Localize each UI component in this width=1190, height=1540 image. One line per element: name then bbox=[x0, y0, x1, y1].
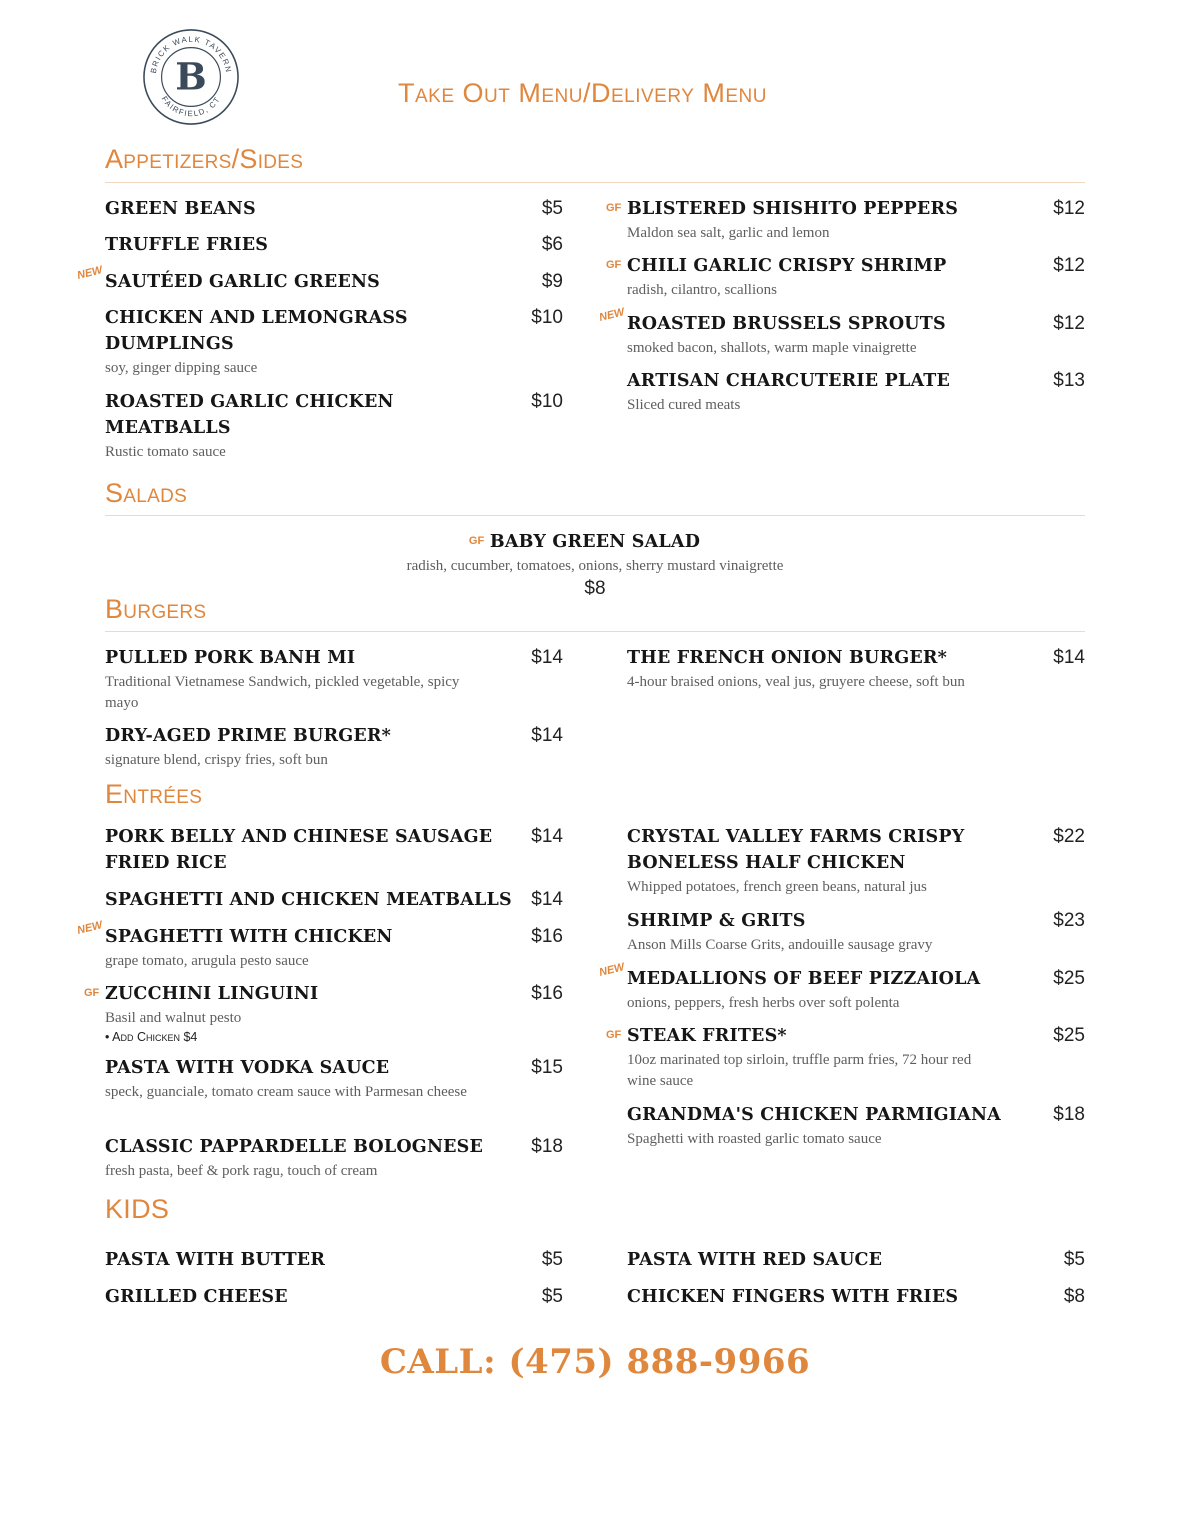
item-description: radish, cucumber, tomatoes, onions, sherry mustard vinaigrette bbox=[406, 558, 784, 574]
item-name: PULLED PORK BANH MI bbox=[105, 648, 356, 668]
item-name: BLISTERED SHISHITO PEPPERS bbox=[627, 199, 959, 219]
section-heading-kids: KIDS bbox=[105, 1194, 170, 1224]
item-price: $5 bbox=[541, 198, 563, 219]
menu-item bbox=[0, 529, 1190, 601]
menu-item bbox=[597, 961, 1085, 1014]
menu-item bbox=[627, 645, 1085, 693]
menu-item bbox=[627, 908, 1085, 956]
item-price: $23 bbox=[1053, 910, 1085, 931]
item-description: Anson Mills Coarse Grits, andouille sausage gravy bbox=[627, 937, 933, 953]
item-description: speck, guanciale, tomato cream sauce with Parmesan cheese bbox=[105, 1084, 467, 1100]
item-name: BABY GREEN SALAD bbox=[489, 532, 701, 552]
menu-item bbox=[105, 645, 563, 714]
item-name: ROASTED BRUSSELS SPROUTS bbox=[627, 314, 946, 334]
menu-item bbox=[105, 196, 563, 222]
item-price: $12 bbox=[1053, 198, 1085, 219]
item-price: $10 bbox=[531, 307, 563, 328]
item-description: 10oz marinated top sirloin, truffle parm fries, 72 hour red wine sauce bbox=[627, 1052, 972, 1089]
item-price: $10 bbox=[531, 391, 563, 412]
item-price: $6 bbox=[541, 234, 563, 255]
item-name: THE FRENCH ONION BURGER* bbox=[627, 648, 947, 668]
item-price: $16 bbox=[531, 926, 563, 947]
item-name: PASTA WITH VODKA SAUCE bbox=[105, 1058, 390, 1078]
gluten-free-badge: GF bbox=[606, 1029, 622, 1041]
item-price: $9 bbox=[541, 271, 563, 292]
item-description: fresh pasta, beef & pork ragu, touch of cream bbox=[105, 1163, 378, 1179]
item-price: $15 bbox=[531, 1057, 563, 1078]
menu-item bbox=[627, 1102, 1085, 1150]
item-price: $22 bbox=[1053, 826, 1085, 847]
item-name: SPAGHETTI WITH CHICKEN bbox=[105, 927, 393, 947]
item-name: CHICKEN AND LEMONGRASS DUMPLINGS bbox=[105, 308, 408, 354]
item-price: $14 bbox=[1053, 647, 1085, 668]
item-name: GRILLED CHEESE bbox=[105, 1287, 288, 1307]
item-description: Rustic tomato sauce bbox=[105, 444, 226, 460]
item-price: $8 bbox=[1063, 1286, 1085, 1307]
item-description: smoked bacon, shallots, warm maple vinaigrette bbox=[627, 340, 917, 356]
item-name: MEDALLIONS OF BEEF PIZZAIOLA bbox=[627, 969, 981, 989]
menu-item bbox=[627, 1284, 1085, 1310]
item-description: Traditional Vietnamese Sandwich, pickled vegetable, spicy mayo bbox=[105, 674, 460, 711]
item-addon: • Add Chicken $4 bbox=[105, 1030, 198, 1044]
menu-item bbox=[606, 253, 1085, 301]
section-divider bbox=[105, 182, 1085, 183]
gluten-free-badge: GF bbox=[468, 535, 485, 547]
item-name: STEAK FRITES* bbox=[627, 1026, 787, 1046]
section-heading-burgers: Burgers bbox=[105, 594, 207, 624]
logo-ring-bottom: FAIRFIELD, CT bbox=[159, 94, 223, 119]
item-name: GRANDMA'S CHICKEN PARMIGIANA bbox=[627, 1105, 1001, 1125]
section-heading-appetizers: Appetizers/Sides bbox=[105, 144, 304, 174]
item-name: SHRIMP & GRITS bbox=[627, 911, 806, 931]
logo-initial: B bbox=[175, 54, 207, 99]
item-description: soy, ginger dipping sauce bbox=[105, 360, 258, 376]
item-name: CLASSIC PAPPARDELLE BOLOGNESE bbox=[105, 1137, 484, 1157]
menu-item bbox=[105, 723, 563, 771]
section-heading-salads: Salads bbox=[105, 478, 188, 508]
item-name: SAUTÉED GARLIC GREENS bbox=[105, 272, 381, 292]
item-description: Spaghetti with roasted garlic tomato sauce bbox=[627, 1131, 882, 1147]
item-name: DRY-AGED PRIME BURGER* bbox=[105, 726, 391, 746]
item-description: onions, peppers, fresh herbs over soft polenta bbox=[627, 995, 900, 1011]
menu-item bbox=[606, 1023, 1085, 1092]
item-price: $5 bbox=[541, 1286, 563, 1307]
item-price: $14 bbox=[531, 889, 563, 910]
item-name: SPAGHETTI AND CHICKEN MEATBALLS bbox=[105, 890, 512, 910]
item-description: grape tomato, arugula pesto sauce bbox=[105, 953, 309, 969]
item-price: $25 bbox=[1053, 1025, 1085, 1046]
menu-item bbox=[606, 196, 1085, 244]
item-name: PORK BELLY AND CHINESE SAUSAGE FRIED RICE bbox=[105, 827, 493, 873]
item-price: $14 bbox=[531, 647, 563, 668]
menu-item bbox=[105, 1284, 563, 1310]
item-price: $16 bbox=[531, 983, 563, 1004]
logo-ring-top: BRICK WALK TAVERN bbox=[148, 34, 234, 75]
new-badge: NEW bbox=[597, 961, 626, 979]
item-name: ARTISAN CHARCUTERIE PLATE bbox=[627, 371, 951, 391]
call-phone-number[interactable]: CALL: (475) 888-9966 bbox=[379, 1342, 811, 1382]
menu-item bbox=[105, 1055, 563, 1103]
item-price: $25 bbox=[1053, 968, 1085, 989]
item-description: Sliced cured meats bbox=[627, 397, 741, 413]
gluten-free-badge: GF bbox=[606, 259, 622, 271]
gluten-free-badge: GF bbox=[606, 202, 622, 214]
item-price: $18 bbox=[1053, 1104, 1085, 1125]
item-description: Maldon sea salt, garlic and lemon bbox=[627, 225, 830, 241]
item-name: PASTA WITH BUTTER bbox=[105, 1250, 326, 1270]
item-description: 4-hour braised onions, veal jus, gruyere cheese, soft bun bbox=[627, 674, 965, 690]
gluten-free-badge: GF bbox=[84, 987, 100, 999]
menu-item bbox=[105, 1134, 563, 1182]
item-price: $14 bbox=[531, 725, 563, 746]
menu-item bbox=[105, 824, 563, 876]
item-price: $5 bbox=[1063, 1249, 1085, 1270]
section-divider bbox=[105, 631, 1085, 632]
menu-item bbox=[105, 305, 563, 379]
item-price: $12 bbox=[1053, 313, 1085, 334]
menu-item bbox=[75, 264, 563, 295]
item-description: Whipped potatoes, french green beans, natural jus bbox=[627, 879, 927, 895]
item-name: CHICKEN FINGERS WITH FRIES bbox=[627, 1287, 959, 1307]
new-badge: NEW bbox=[75, 264, 104, 282]
item-name: CRYSTAL VALLEY FARMS CRISPY BONELESS HALF CHICKEN bbox=[627, 827, 965, 873]
item-price: $5 bbox=[541, 1249, 563, 1270]
item-name: TRUFFLE FRIES bbox=[105, 235, 269, 255]
new-badge: NEW bbox=[597, 306, 626, 324]
menu-item bbox=[105, 887, 563, 913]
item-price: $13 bbox=[1053, 370, 1085, 391]
item-description: radish, cilantro, scallions bbox=[627, 282, 777, 298]
item-description: signature blend, crispy fries, soft bun bbox=[105, 752, 328, 768]
item-description: Basil and walnut pesto bbox=[105, 1010, 242, 1026]
item-name: CHILI GARLIC CRISPY SHRIMP bbox=[627, 256, 947, 276]
menu-item bbox=[627, 1247, 1085, 1273]
new-badge: NEW bbox=[75, 919, 104, 937]
item-name: GREEN BEANS bbox=[105, 199, 256, 219]
menu-item bbox=[75, 919, 563, 972]
section-heading-entrees: Entrées bbox=[105, 779, 203, 809]
item-price: $18 bbox=[531, 1136, 563, 1157]
menu-item bbox=[105, 232, 563, 258]
item-price: $14 bbox=[531, 826, 563, 847]
menu-item bbox=[84, 981, 563, 1045]
item-price: $8 bbox=[584, 578, 606, 599]
menu-item bbox=[105, 389, 563, 463]
item-price: $12 bbox=[1053, 255, 1085, 276]
menu-item bbox=[105, 1247, 563, 1273]
item-name: ROASTED GARLIC CHICKEN MEATBALLS bbox=[105, 392, 394, 438]
brick-walk-tavern-logo bbox=[142, 28, 240, 126]
item-name: PASTA WITH RED SAUCE bbox=[627, 1250, 883, 1270]
page-title: Take Out Menu/Delivery Menu bbox=[398, 78, 767, 108]
section-divider bbox=[105, 515, 1085, 516]
menu-item bbox=[627, 368, 1085, 416]
menu-item bbox=[597, 306, 1085, 359]
item-name: ZUCCHINI LINGUINI bbox=[105, 984, 319, 1004]
menu-item bbox=[627, 824, 1085, 898]
